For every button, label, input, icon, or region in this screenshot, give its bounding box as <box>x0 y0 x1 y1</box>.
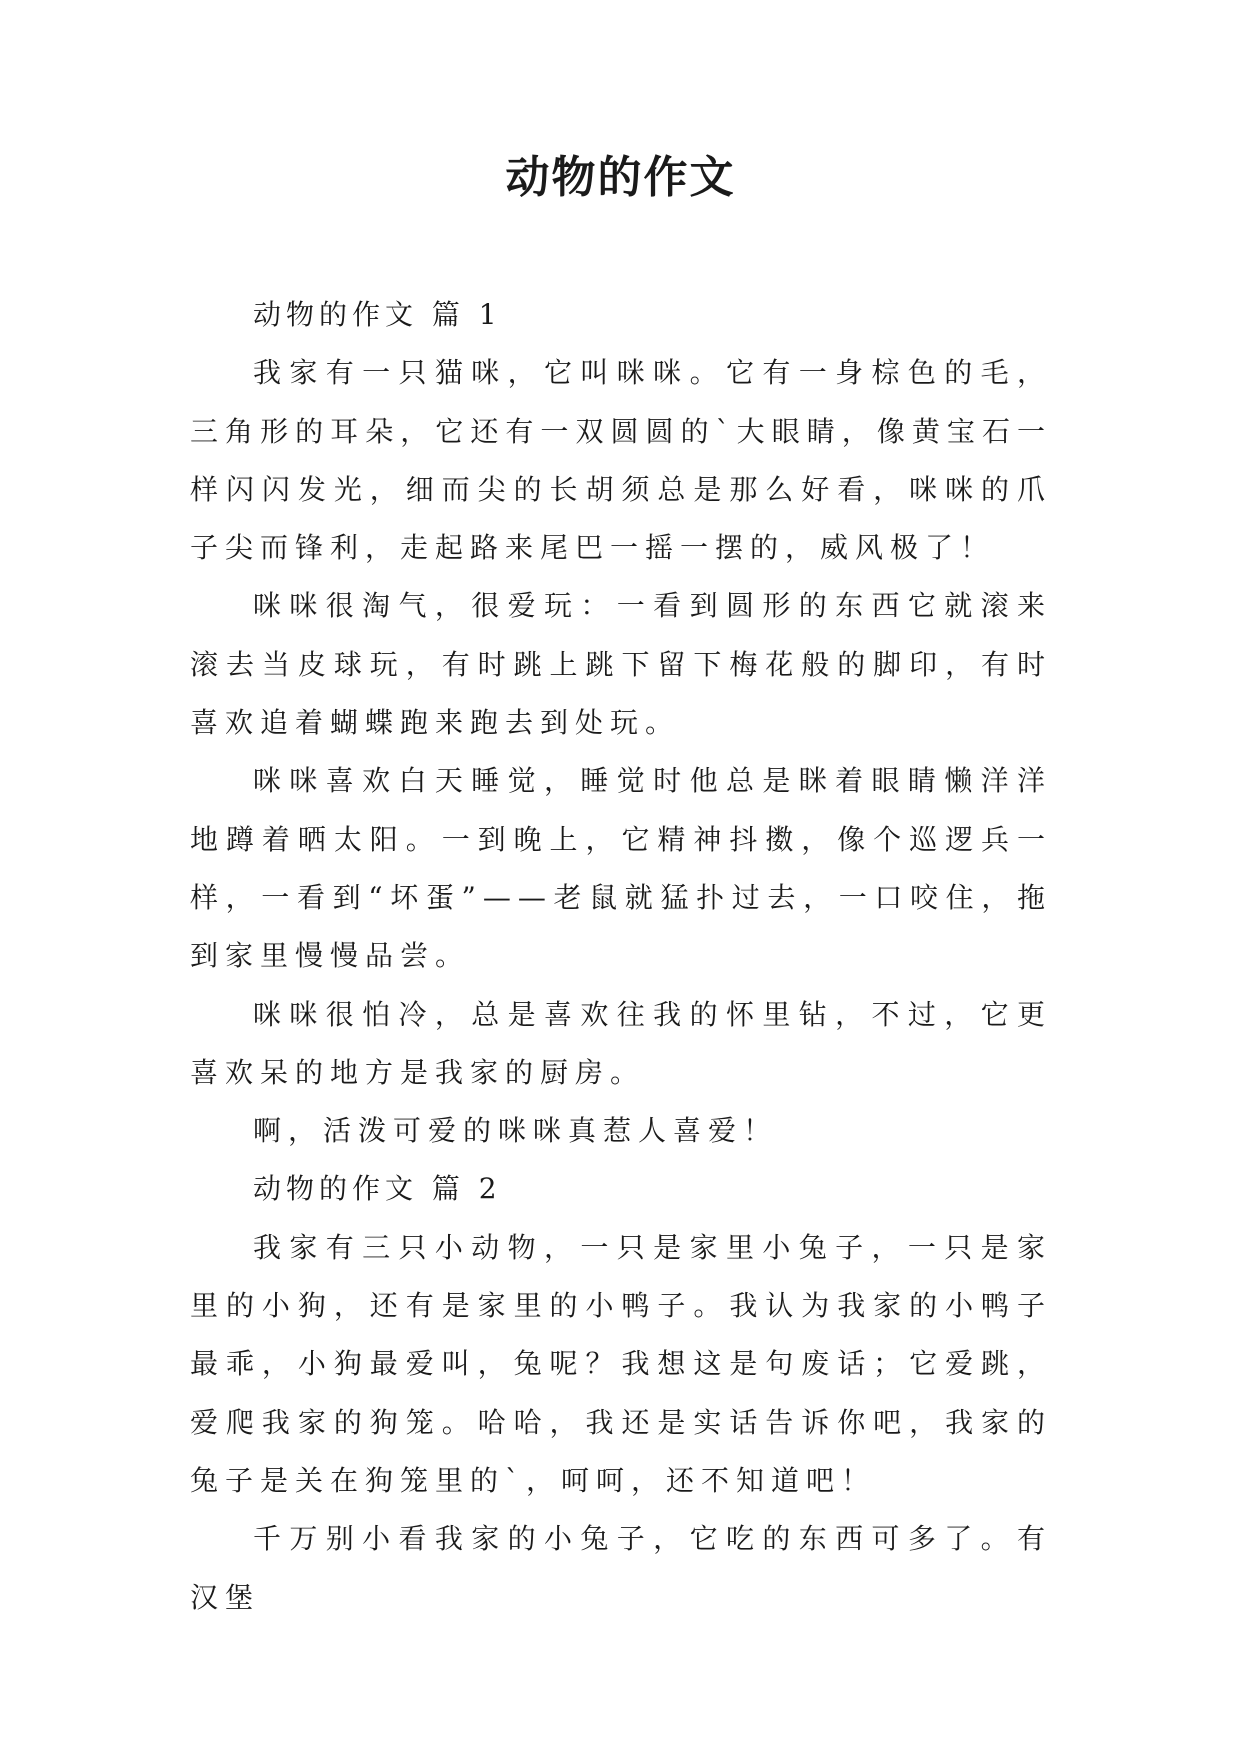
paragraph: 我家有三只小动物，一只是家里小兔子，一只是家里的小狗，还有是家里的小鸭子。我认为我家的小鸭子最乖，小狗最爱叫，兔呢？我想这是句废话；它爱跳，爱爬我家的狗笼。哈哈，我还是实话告诉你吧，我家的兔子是关在狗笼里的`，呵呵，还不知道吧！ <box>190 1230 1052 1497</box>
paragraph: 咪咪喜欢白天睡觉，睡觉时他总是眯着眼睛懒洋洋地蹲着晒太阳。一到晚上，它精神抖擞，像个巡逻兵一样，一看到“坏蛋”——老鼠就猛扑过去，一口咬住，拖到家里慢慢品尝。 <box>190 764 1052 973</box>
paragraph: 啊，活泼可爱的咪咪真惹人喜爱！ <box>253 1114 779 1148</box>
paragraph: 咪咪很怕冷，总是喜欢往我的怀里钻，不过，它更喜欢呆的地方是我家的厨房。 <box>190 997 1052 1089</box>
document-title: 动物的作文 <box>505 152 736 203</box>
document-body <box>190 286 1052 1627</box>
paragraph: 我家有一只猫咪，它叫咪咪。它有一身棕色的毛，三角形的耳朵，它还有一双圆圆的`大眼睛，像黄宝石一样闪闪发光，细而尖的长胡须总是那么好看，咪咪的爪子尖而锋利，走起路来尾巴一摇一摆的，威风极了！ <box>190 356 1052 565</box>
paragraph: 千万别小看我家的小兔子，它吃的东西可多了。有汉堡 <box>190 1522 1052 1614</box>
section-heading-1: 动物的作文 篇 1 <box>253 298 502 331</box>
section-heading-2: 动物的作文 篇 2 <box>253 1172 502 1206</box>
paragraph: 咪咪很淘气，很爱玩：一看到圆形的东西它就滚来滚去当皮球玩，有时跳上跳下留下梅花般的脚印，有时喜欢追着蝴蝶跑来跑去到处玩。 <box>190 589 1052 740</box>
